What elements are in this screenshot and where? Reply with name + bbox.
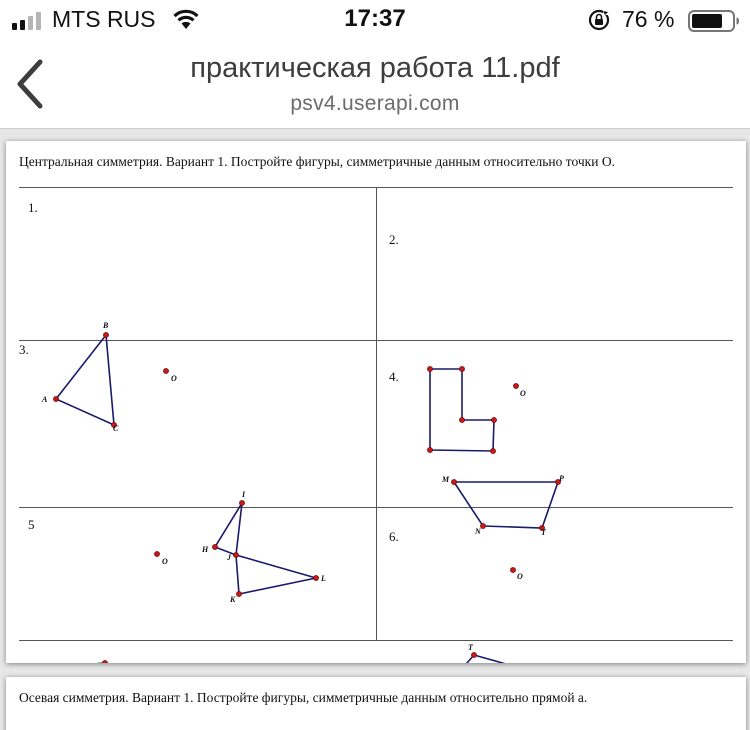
pdf-viewport[interactable] — [0, 129, 750, 730]
point-label: O — [517, 572, 523, 581]
point-i — [239, 500, 244, 505]
point-o — [163, 368, 168, 373]
battery-percent: 76 % — [622, 6, 675, 32]
points-figure-5 — [100, 660, 165, 663]
triangle-abc — [56, 335, 114, 425]
trapezoid-mptn — [454, 482, 558, 528]
task-heading: Центральная симметрия. Вариант 1. Постройте фигуры, симметричные данным относительно точки О. — [19, 154, 615, 169]
point-label: J — [227, 553, 231, 562]
back-button[interactable] — [10, 56, 50, 112]
document-title: практическая работа 11.pdf — [190, 52, 560, 84]
points-figure-2 — [427, 366, 518, 453]
point-label: B — [103, 321, 109, 330]
cell-number: 3. — [19, 342, 29, 357]
point-label: O — [520, 389, 526, 398]
point-j — [233, 552, 238, 557]
point-label: L — [321, 574, 326, 583]
document-source: psv4.userapi.com — [290, 92, 460, 115]
chevron-left-icon — [20, 62, 40, 106]
quadrilateral-stuv — [446, 655, 556, 663]
point-vertex — [427, 366, 432, 371]
l-shape — [430, 369, 494, 451]
geometry-figures — [6, 141, 746, 663]
point-h — [212, 544, 217, 549]
pdf-page-2 — [6, 677, 746, 730]
point-label: O — [162, 557, 168, 566]
cell-number: 1. — [28, 200, 38, 215]
point-n — [480, 523, 485, 528]
point-label: H — [202, 545, 209, 554]
cell-number: 4. — [389, 369, 399, 384]
point-label: N — [475, 527, 481, 536]
point-label: M — [442, 475, 450, 484]
point-label: A — [42, 395, 48, 404]
point-t — [471, 652, 476, 657]
point-b — [103, 332, 108, 337]
orientation-lock-icon — [588, 9, 610, 31]
point-vertex — [459, 366, 464, 371]
cell-number: 2. — [389, 232, 399, 247]
point-label: P — [559, 474, 564, 483]
carrier-name: MTS RUS — [52, 6, 156, 32]
point-a — [53, 396, 58, 401]
point-o — [513, 383, 518, 388]
status-bar — [0, 0, 750, 42]
point-vertex — [459, 417, 464, 422]
point-label: K — [230, 595, 236, 604]
task-heading: Осевая симметрия. Вариант 1. Постройте фигуры, симметричные данным относительно прямой а. — [19, 690, 588, 705]
point-vertex — [491, 417, 496, 422]
point-o — [154, 551, 159, 556]
point-label: T — [541, 528, 546, 537]
point-label: C — [113, 424, 119, 433]
point-vertex — [490, 448, 495, 453]
clock: 17:37 — [344, 5, 406, 32]
nav-header — [0, 42, 750, 129]
point-m — [451, 479, 456, 484]
pdf-page-1 — [6, 141, 746, 663]
figure-hijlk — [215, 503, 316, 594]
point-l — [313, 575, 318, 580]
point-vertex — [427, 447, 432, 452]
cell-number: 6. — [389, 529, 399, 544]
point-o — [510, 567, 515, 572]
point-k — [236, 591, 241, 596]
points-figure-6 — [443, 652, 558, 663]
point-label: T — [468, 643, 473, 652]
battery-icon — [688, 10, 740, 32]
point-vertex — [102, 660, 107, 663]
cell-number: 5 — [28, 517, 35, 532]
point-label: O — [171, 374, 177, 383]
point-label: I — [242, 490, 246, 499]
